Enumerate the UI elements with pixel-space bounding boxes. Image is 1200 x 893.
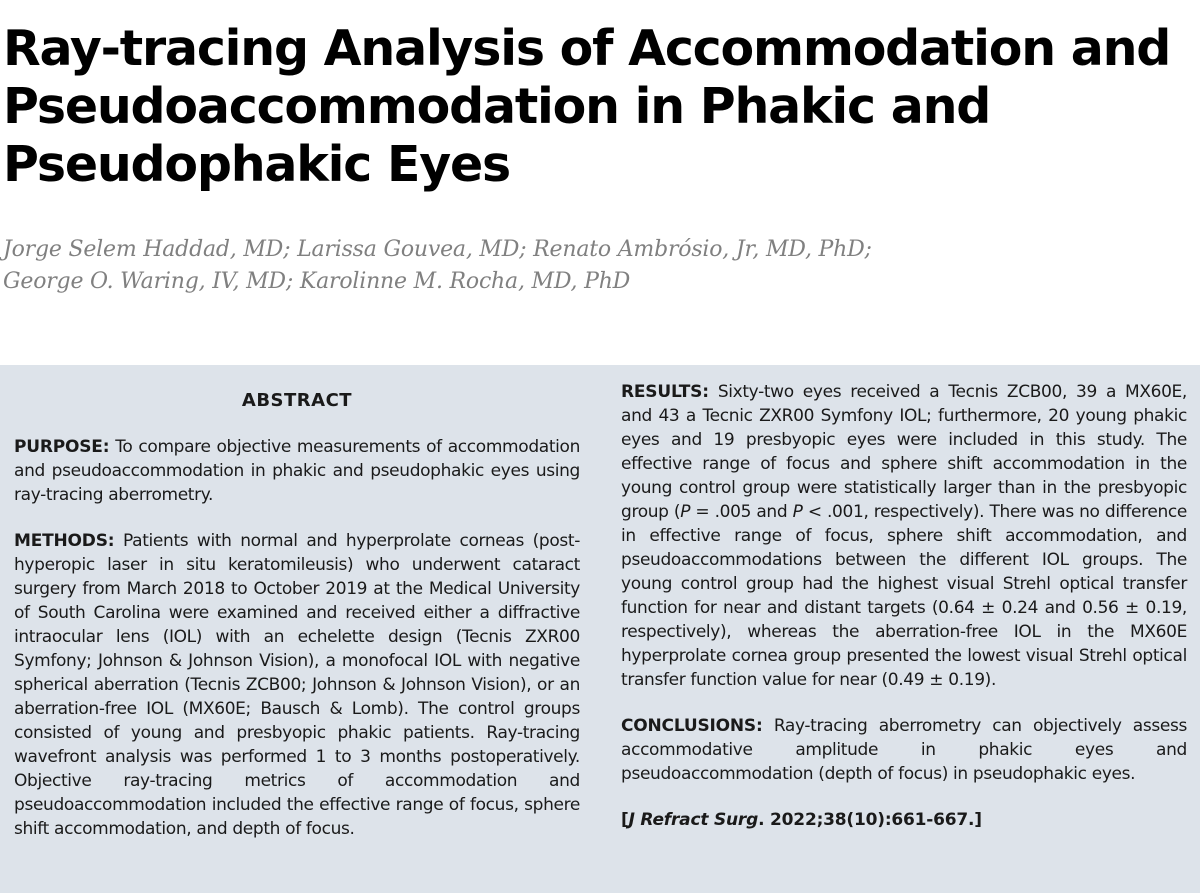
abstract-box: [0, 365, 1200, 893]
citation-details: . 2022;38(10):661-667.]: [758, 810, 982, 830]
p-value-symbol-1: P: [680, 502, 691, 522]
conclusions-section: [621, 714, 1187, 786]
purpose-label: PURPOSE:: [14, 437, 110, 457]
results-text-3: < .001, respectively). There was no difference in effective range of focus, sphere shift accommodation, and pseudoaccommodations between the different IOL groups. The young control group had the highest visual Strehl optical transfer function for near and distant targets (0.64 ± 0.24 and 0.56 ± 0.19, respectively), whereas the aberration-free IOL in the MX60E hyperprolate cornea group presented the lowest visual Strehl optical transfer function value for near (0.49 ± 0.19).: [621, 502, 1188, 690]
conclusions-label: CONCLUSIONS:: [621, 716, 763, 736]
results-text-1: Sixty-two eyes received a Tecnis ZCB00, 39 a MX60E, and 43 a Tecnic ZXR00 Symfony IOL; furthermore, 20 young phakic eyes and 19 presbyopic eyes were included in this study. The effective range of focus and sphere shift accommodation in the young control group were statistically larger than in the presbyopic group (: [621, 382, 1187, 522]
methods-label: METHODS:: [14, 531, 115, 551]
citation: [621, 808, 1187, 832]
purpose-text: To compare objective measurements of accommodation and pseudoaccommodation in phakic and pseudophakic eyes using ray-tracing aberrometry.: [14, 437, 580, 505]
p-value-symbol-2: P: [792, 502, 803, 522]
abstract-heading: ABSTRACT: [241, 390, 353, 411]
abstract-left-column: [14, 365, 580, 841]
methods-section: [14, 529, 580, 841]
author-line-1: Jorge Selem Haddad, MD; Larissa Gouvea, MD; Renato Ambrósio, Jr, MD, PhD;: [3, 237, 872, 262]
results-section: [621, 380, 1187, 692]
article-title: Ray-tracing Analysis of Accommodation and Pseudoaccommodation in Phakic and Pseudophakic Eyes: [3, 20, 1171, 193]
results-label: RESULTS:: [621, 382, 709, 402]
abstract-right-column: [621, 365, 1187, 832]
methods-text: Patients with normal and hyperprolate corneas (post-hyperopic laser in situ keratomileusis) who underwent cataract surgery from March 2018 to October 2019 at the Medical University of South Carolina were examined and received either a diffractive intraocular lens (IOL) with an echelette design (Tecnis ZXR00 Symfony; Johnson & Johnson Vision), a monofocal IOL with negative spherical aberration (Tecnis ZCB00; Johnson & Johnson Vision), or an aberration-free IOL (MX60E; Bausch & Lomb). The control groups consisted of young and presbyopic phakic patients. Ray-tracing wavefront analysis was performed 1 to 3 months postoperatively. Objective ray-tracing metrics of accommodation and pseudoaccommodation included the effective range of focus, sphere shift accommodation, and depth of focus.: [14, 531, 581, 839]
results-text-2: = .005 and: [690, 502, 793, 522]
citation-journal: J Refract Surg: [628, 810, 759, 830]
citation-open: [: [621, 810, 629, 830]
conclusions-text: Ray-tracing aberrometry can objectively assess accommodative amplitude in phakic eyes and pseudoaccommodation (depth of focus) in pseudophakic eyes.: [621, 716, 1187, 784]
author-line-2: George O. Waring, IV, MD; Karolinne M. Rocha, MD, PhD: [3, 269, 631, 294]
purpose-section: [14, 435, 580, 507]
author-list: [3, 234, 1193, 298]
